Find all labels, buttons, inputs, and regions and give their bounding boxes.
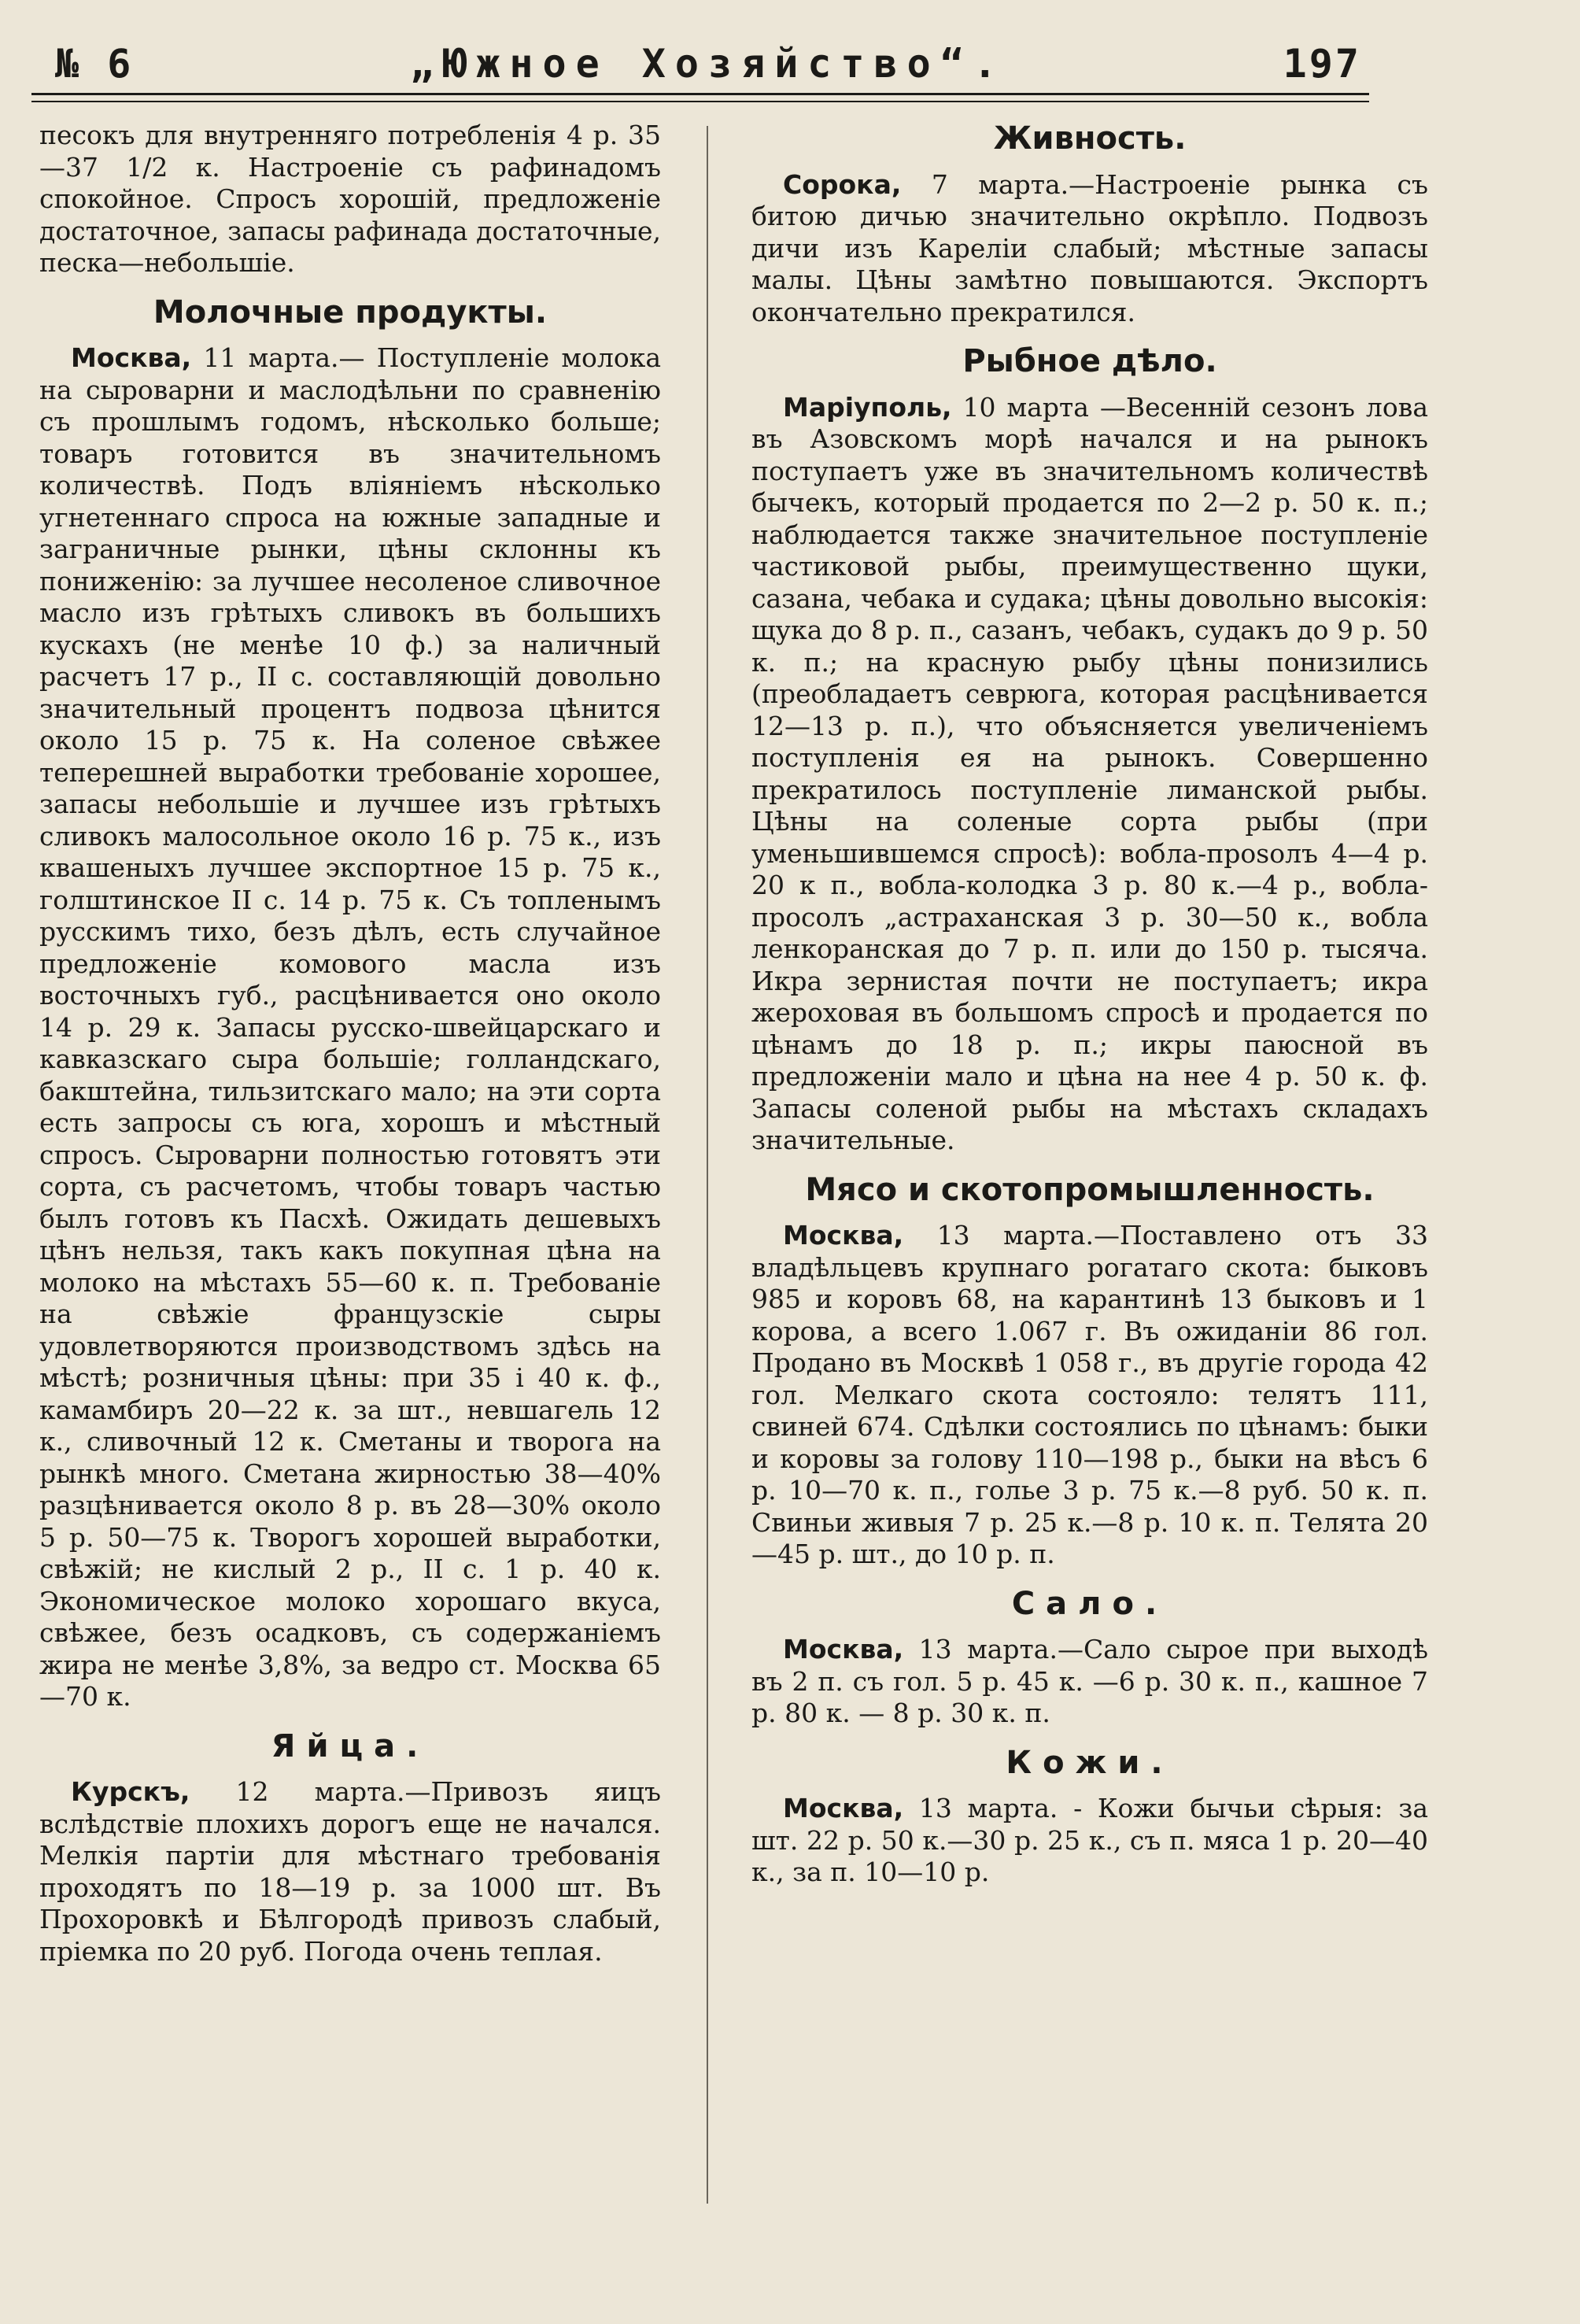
section-title-eggs: Яйца. <box>271 1727 430 1764</box>
meat-place: Москва, <box>783 1220 904 1251</box>
lard-place: Москва, <box>783 1634 904 1664</box>
fish-place: Маріуполь, <box>783 391 952 423</box>
column-divider <box>707 126 708 2204</box>
game-text: 7 марта.—Настроеніе рынка съ битою дичью значительно окрѣпло. Подвозъ дичи изъ Кареліи слабый; мѣстные запасы малы. Цѣны замѣтно повышаются. Экспортъ окончательно прекратился. <box>751 168 1428 327</box>
eggs-text: 12 марта.—Привозъ яицъ вслѣдствіе плохихъ дорогъ еще не начался. Мелкія партіи для мѣстнаго требованія проходятъ по 18—19 р. за 1000 шт. Въ Прохоровкѣ и Бѣлгородѣ привозъ слабый, пріемка по 20 руб. Погода очень теплая. <box>39 1776 661 1967</box>
dairy-paragraph <box>39 342 661 1713</box>
eggs-paragraph <box>39 1776 661 1967</box>
hides-paragraph <box>751 1793 1428 1889</box>
intro-paragraph: песокъ для внутренняго потребленія 4 р. 35—37 1/2 к. Настроеніе съ рафинадомъ спокойное. Спросъ хорошій, предложеніе достаточное, запасы рафинада достаточные, песка—небольшіе. <box>39 120 661 278</box>
page-number: 197 <box>1283 41 1361 87</box>
fish-text: 10 марта —Весенній сезонъ лова въ Азовскомъ морѣ начался и на рынокъ поступаетъ уже въ значительномъ количествѣ бычекъ, который продается по 2—2 р. 50 к. п.; наблюдается также значительное поступленіе частиковой рыбы, преимущественно щуки, сазана, чебака и судака; цѣны довольно высокія: щука до 8 р. п., сазанъ, чебакъ, судакъ до 9 р. 50 к. п.; на красную рыбу цѣны понизились (преобладаетъ севрюга, которая расцѣнивается 12—13 р. п.), что объясняется увеличеніемъ поступленія ея на рынокъ. Совершенно прекратилось поступленіе лиманской рыбы. Цѣны на соленые сорта рыбы (при уменьшившемся спросѣ): вобла-прosолъ 4—4 р. 20 к п., вобла-колодка 3 р. 80 к.—4 р., вобла-просолъ „астраханская 3 р. 30—50 к., вобла ленкоранская до 7 р. п. или до 150 р. тысяча. Икра зернистая почти не поступаетъ; икра жероховая въ большомъ спросѣ и продается по цѣнамъ до 18 р. п.; икры паюсной въ предложеніи мало и цѣна на нее 4 р. 50 к. ф. Запасы соленой рыбы на мѣстахъ складахъ значительные. <box>751 391 1428 1155</box>
hides-text: 13 марта. - Кожи бычьи сѣрыя: за шт. 22 р. 50 к.—30 р. 25 к., съ п. мяса 1 р. 20—40 к., за п. 10—10 р. <box>751 1793 1428 1887</box>
header-rule-thin <box>31 101 1369 102</box>
section-title-lard: Сало. <box>1011 1585 1168 1622</box>
header-rule <box>31 93 1369 95</box>
section-title-meat: Мясо и скотопромышленность. <box>805 1171 1375 1208</box>
issue-number: № 6 <box>55 41 134 87</box>
meat-text: 13 марта.—Поставлено отъ 33 владѣльцевъ крупнаго рогатаго скота: быковъ 985 и коровъ 68, на карантинѣ 13 быковъ и 1 корова, а всего 1.067 г. Въ ожиданіи 86 гол. Продано въ Москвѣ 1 058 г., въ другіе города 42 гол. Мелкаго скота состояло: телятъ 111, свиней 674. Сдѣлки состоялись по цѣнамъ: быки и коровы за голову 110—198 р., быки на вѣсъ 6 р. 10—70 к. п., голье 3 р. 75 к.—8 руб. 50 к. п. Свиньи живыя 7 р. 25 к.—8 р. 10 к. п. Телята 20—45 р. шт., до 10 р. п. <box>751 1220 1428 1569</box>
dairy-text: 11 марта.— Поступленіе молока на сыроварни и маслодѣльни по сравненію съ прошлымъ годомъ, нѣсколько больше; товаръ готовится въ значительномъ количествѣ. Подъ вліяніемъ нѣсколько угнетеннаго спроса на южные западные и заграничные рынки, цѣны склонны къ пониженію: за лучшее несоленое сливочное масло изъ грѣтыхъ сливокъ въ большихъ кускахъ (не менѣе 10 ф.) за наличный расчетъ 17 р., II с. составляющій довольно значительный процентъ подвоза цѣнится около 15 р. 75 к. На соленое свѣжее теперешней выработки требованіе хорошее, запасы небольшіе и лучшее изъ грѣтыхъ сливокъ малосольное около 16 р. 75 к., изъ квашеныхъ лучшее экспортное 15 р. 75 к., голштинское II с. 14 р. 75 к. Съ топленымъ русскимъ тихо, безъ дѣлъ, есть случайное предложеніе комового масла изъ восточныхъ губ., расцѣнивается оно около 14 р. 29 к. Запасы русско-швейцарскаго и кавказскаго сыра большіе; голландскаго, бакштейна, тильзитскаго мало; на эти сорта есть запросы съ юга, хорошъ и мѣстный спросъ. Сыроварни полностью готовятъ эти сорта, съ расчетомъ, чтобы товаръ частью былъ готовъ къ Пасхѣ. Ожидать дешевыхъ цѣнъ нельзя, такъ какъ покупная цѣна на молоко на мѣстахъ 55—60 к. п. Требованіе на свѣжіе французскіе сыры удовлетворяются производствомъ здѣсь на мѣстѣ; розничныя цѣны: при 35 і 40 к. ф., камамбиръ 20—22 к. за шт., невшагель 12 к., сливочный 12 к. Сметаны и творога на рынкѣ много. Сметана жирностью 38—40% разцѣнивается около 8 р. въ 28—30% около 5 р. 50—75 к. Творогъ хорошей выработки, свѣжій; не кислый 2 р., II с. 1 р. 40 к. Экономическое молоко хорошаго вкуса, свѣжее, безъ осадковъ, съ содержаніемъ жира не менѣе 3,8%, за ведро ст. Москва 65—70 к. <box>39 342 661 1712</box>
section-title-hides: Кожи. <box>1006 1744 1174 1781</box>
game-place: Сорока, <box>783 168 902 200</box>
left-column <box>39 120 661 2293</box>
eggs-place: Курскъ, <box>71 1776 190 1807</box>
fish-paragraph <box>751 392 1428 1157</box>
section-title-fish: Рыбное дѣло. <box>962 343 1217 379</box>
page-header <box>55 24 1361 87</box>
section-title-dairy: Молочные продукты. <box>153 294 548 331</box>
lard-text: 13 марта.—Сало сырое при выходѣ въ 2 п. съ гол. 5 р. 45 к. —6 р. 30 к. п., кашное 7 р. 80 к. — 8 р. 30 к. п. <box>751 1634 1428 1728</box>
meat-paragraph <box>751 1220 1428 1571</box>
lard-paragraph <box>751 1634 1428 1730</box>
right-column <box>751 120 1428 2293</box>
game-paragraph <box>751 169 1428 329</box>
hides-place: Москва, <box>783 1793 904 1823</box>
publication-title: „Южное Хозяйство“. <box>410 41 1006 87</box>
dairy-place: Москва, <box>71 342 192 373</box>
section-title-game: Живность. <box>993 120 1187 157</box>
